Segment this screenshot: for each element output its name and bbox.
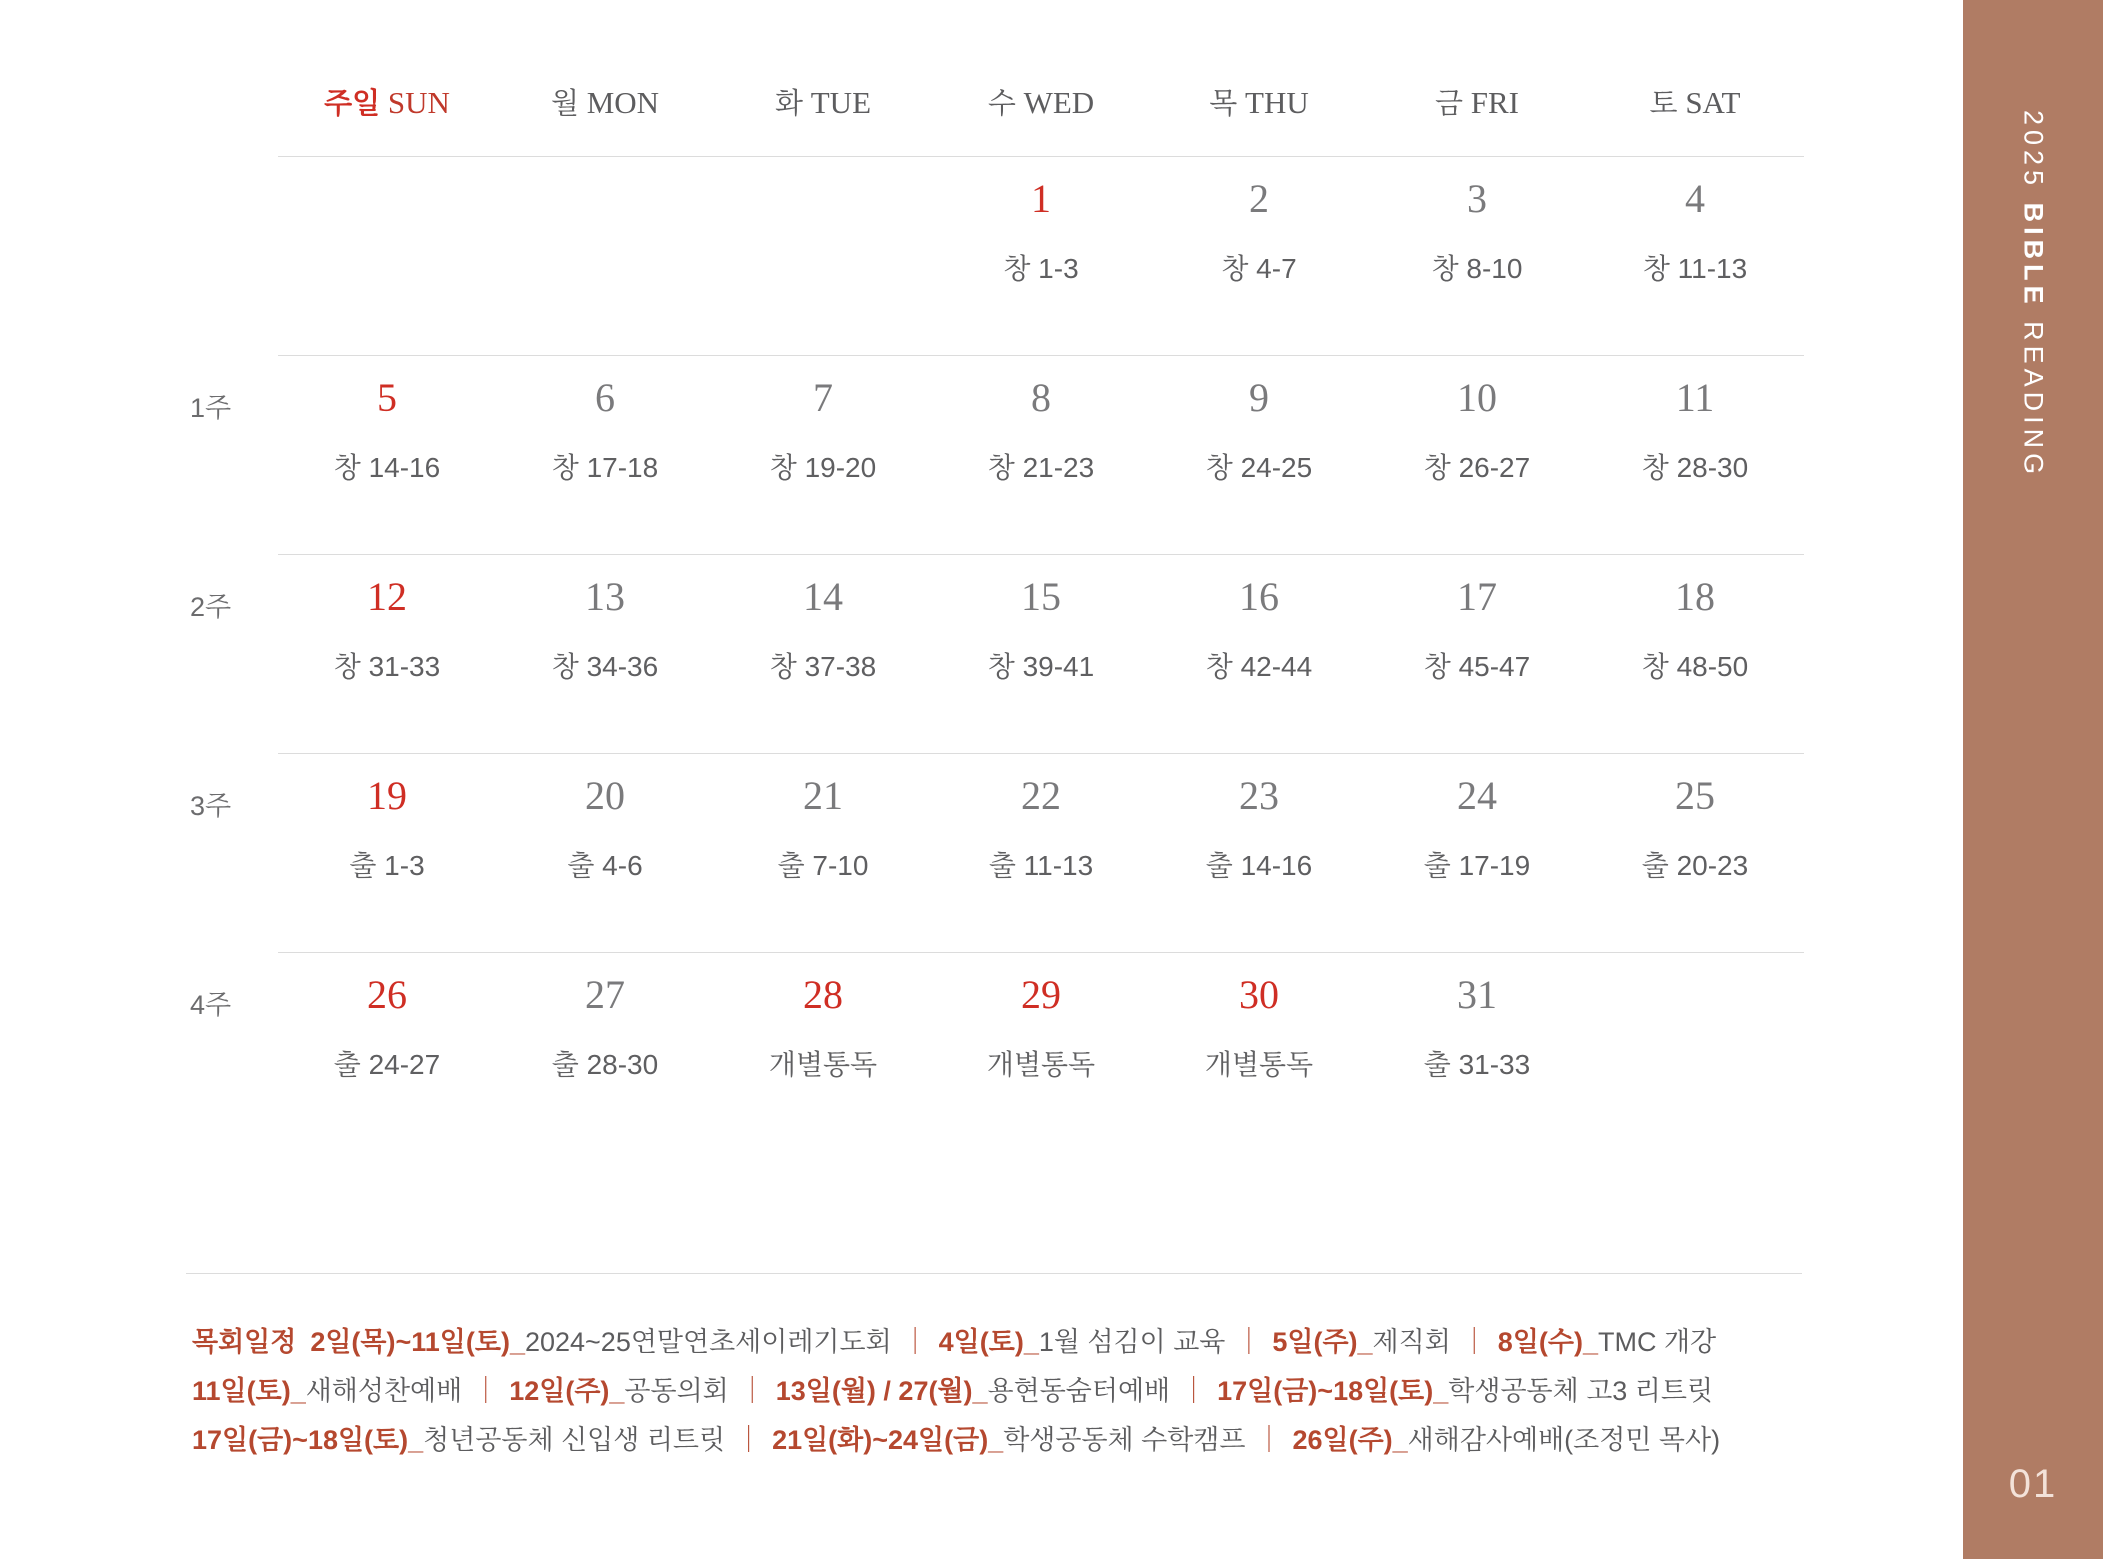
day-number: 5 [377,375,397,420]
day-reading: 창 39-41 [987,651,1095,682]
calendar-day-cell[interactable] [1586,754,1804,953]
calendar-header-kor: 금 [1434,88,1463,120]
week-label: 3주 [190,791,232,821]
day-number: 10 [1457,375,1497,420]
note-date: 17일(금)~18일(토)_ [192,1425,424,1455]
calendar-day-cell[interactable] [932,157,1150,356]
day-number: 14 [803,574,843,619]
day-number: 17 [1457,574,1497,619]
calendar-week-row [186,953,1804,1152]
calendar-day-cell[interactable] [714,555,932,754]
calendar-header-kor: 목 [1209,88,1238,120]
note-date: 11일(토)_ [192,1376,306,1406]
calendar-header-kor: 토 [1649,88,1678,120]
day-reading: 출 17-19 [1423,850,1531,881]
day-reading: 창 8-10 [1431,253,1523,284]
calendar-day-cell[interactable] [1368,555,1586,754]
calendar-day-cell[interactable] [1150,356,1368,555]
day-number: 6 [595,375,615,420]
note-line [192,1367,1832,1416]
week-label-spacer [186,80,278,157]
day-reading: 창 17-18 [551,452,659,483]
note-date: 12일(주)_ [509,1376,625,1406]
calendar-header-kor: 수 [987,88,1016,120]
note-date: 8일(수)_ [1497,1327,1598,1357]
day-reading: 개별통독 [986,1049,1096,1080]
calendar-day-cell[interactable] [932,356,1150,555]
calendar-header-thu: 목 THU [1209,85,1309,120]
day-number: 8 [1031,375,1051,420]
note-separator: ｜ [472,1376,500,1406]
calendar-day-cell[interactable] [496,555,714,754]
sidebar [1963,0,2103,1559]
calendar-day-cell[interactable] [496,953,714,1152]
day-reading: 창 1-3 [1003,253,1079,284]
calendar-day-cell[interactable] [278,555,496,754]
note-text: 학생공동체 고3 리트릿 [1448,1376,1714,1406]
week-label: 4주 [190,990,232,1020]
day-reading: 출 4-6 [567,850,643,881]
calendar-day-cell[interactable] [1150,555,1368,754]
day-number: 25 [1675,773,1715,818]
calendar-day-cell[interactable] [1586,555,1804,754]
day-number: 21 [803,773,843,818]
calendar-week-row [186,555,1804,754]
calendar-day-cell[interactable] [1368,356,1586,555]
calendar-header-sat: 토 SAT [1649,85,1741,120]
day-number: 16 [1239,574,1279,619]
calendar-day-cell[interactable] [1150,754,1368,953]
note-text: 공동의회 [624,1376,729,1406]
day-number: 27 [585,972,625,1017]
note-text: 제직회 [1372,1327,1451,1357]
week-label: 1주 [190,393,232,423]
day-reading: 창 19-20 [769,452,877,483]
calendar-day-cell[interactable] [278,953,496,1152]
calendar-header-fri: 금 FRI [1434,85,1519,120]
day-reading: 출 20-23 [1641,850,1749,881]
calendar-header-kor: 화 [774,88,803,120]
note-separator: ｜ [735,1425,763,1455]
pastoral-schedule-notes [192,1318,1832,1465]
day-reading: 창 11-13 [1642,253,1748,284]
day-reading: 창 31-33 [333,651,441,682]
calendar-day-cell[interactable] [714,953,932,1152]
day-reading: 출 14-16 [1205,850,1313,881]
note-date: 13일(월) / 27(월)_ [775,1376,988,1406]
note-separator: ｜ [1460,1327,1488,1357]
calendar-day-cell[interactable] [1150,953,1368,1152]
calendar-day-cell[interactable] [278,754,496,953]
day-number: 29 [1021,972,1061,1017]
calendar-day-cell[interactable] [932,555,1150,754]
calendar-day-cell[interactable] [714,754,932,953]
page-number: 01 [2008,1462,2058,1506]
day-number: 3 [1467,176,1487,221]
calendar-header-wed: 수 WED [987,85,1095,120]
day-number: 30 [1239,972,1279,1017]
note-line [192,1416,1832,1465]
note-text: 새해감사예배(조정민 목사) [1407,1425,1721,1455]
note-date: 2일(목)~11일(토)_ [310,1327,525,1357]
calendar-day-cell[interactable] [1368,754,1586,953]
note-text: 학생공동체 수학캠프 [1003,1425,1246,1455]
calendar-day-cell[interactable] [278,157,496,356]
calendar-header-kor: 주일 [324,88,381,120]
note-text: 1월 섬김이 교육 [1038,1327,1226,1357]
day-number: 7 [813,375,833,420]
day-reading: 창 4-7 [1221,253,1297,284]
day-number: 4 [1685,176,1705,221]
day-reading: 창 24-25 [1205,452,1313,483]
week-label [186,157,278,356]
sidebar-title-bold: BIBLE [2018,202,2049,309]
calendar-day-cell[interactable] [1586,157,1804,356]
day-number: 2 [1249,176,1269,221]
day-reading: 창 42-44 [1205,651,1313,682]
calendar-day-cell[interactable] [1368,157,1586,356]
note-separator: ｜ [1235,1327,1263,1357]
day-number: 1 [1031,176,1051,221]
note-date: 17일(금)~18일(토)_ [1217,1376,1449,1406]
sidebar-title-year: 2025 [2018,110,2049,191]
day-number: 24 [1457,773,1497,818]
day-reading: 개별통독 [768,1049,878,1080]
note-separator: ｜ [1255,1425,1283,1455]
day-number: 22 [1021,773,1061,818]
note-text: 2024~25연말연초세이레기도회 [524,1327,892,1357]
day-reading: 출 7-10 [777,850,869,881]
calendar-header-row [186,80,1804,157]
day-number: 31 [1457,972,1497,1017]
calendar-table [186,80,1804,1151]
note-separator: ｜ [901,1327,929,1357]
note-date: 5일(주)_ [1272,1327,1373,1357]
day-reading: 창 48-50 [1641,651,1749,682]
note-text: TMC 개강 [1597,1327,1717,1357]
calendar-day-cell[interactable] [496,754,714,953]
day-number: 20 [585,773,625,818]
calendar-header-kor: 월 [550,88,579,120]
day-reading: 창 37-38 [769,651,877,682]
calendar-day-cell[interactable] [932,754,1150,953]
day-number: 28 [803,972,843,1017]
calendar-day-cell[interactable] [496,356,714,555]
calendar-day-cell[interactable] [1586,356,1804,555]
day-number: 19 [367,773,407,818]
calendar-week-row [186,356,1804,555]
note-date: 26일(주)_ [1292,1425,1408,1455]
calendar-day-cell[interactable] [932,953,1150,1152]
calendar-day-cell[interactable] [1150,157,1368,356]
calendar-week-row [186,157,1804,356]
day-number: 13 [585,574,625,619]
notes-label: 목회일정 [192,1327,297,1357]
week-label: 2주 [190,592,232,622]
day-reading: 개별통독 [1204,1049,1314,1080]
note-separator: ｜ [738,1376,766,1406]
calendar-day-cell[interactable] [714,157,932,356]
day-number: 9 [1249,375,1269,420]
day-reading: 창 14-16 [333,452,441,483]
day-reading: 출 1-3 [349,850,425,881]
day-reading: 출 28-30 [551,1049,659,1080]
calendar-header-tue: 화 TUE [774,85,872,120]
day-reading: 창 26-27 [1423,452,1531,483]
day-number: 15 [1021,574,1061,619]
day-number: 12 [367,574,407,619]
calendar-region [186,80,1802,1151]
calendar-header-sun: 주일 SUN [324,85,450,120]
calendar-day-cell[interactable] [496,157,714,356]
calendar-bottom-divider [186,1273,1802,1274]
calendar-header-mon: 월 MON [550,85,660,120]
note-text: 새해성찬예배 [305,1376,463,1406]
calendar-day-cell[interactable] [1368,953,1586,1152]
sidebar-title-rest: READING [2018,321,2049,480]
day-reading: 창 34-36 [551,651,659,682]
note-line [192,1318,1832,1367]
calendar-day-cell[interactable] [1586,953,1804,1152]
note-date: 4일(토)_ [938,1327,1039,1357]
calendar-day-cell[interactable] [714,356,932,555]
day-reading: 출 11-13 [988,850,1094,881]
day-reading: 창 28-30 [1641,452,1749,483]
note-date: 21일(화)~24일(금)_ [772,1425,1004,1455]
day-number: 18 [1675,574,1715,619]
day-number: 26 [367,972,407,1017]
day-number: 23 [1239,773,1279,818]
day-reading: 출 31-33 [1423,1049,1531,1080]
day-reading: 출 24-27 [333,1049,441,1080]
note-text: 청년공동체 신입생 리트릿 [423,1425,726,1455]
day-number: 11 [1675,375,1715,420]
note-separator: ｜ [1180,1376,1208,1406]
sidebar-title [2018,110,2049,479]
calendar-week-row [186,754,1804,953]
note-text: 용현동숨터예배 [987,1376,1171,1406]
calendar-day-cell[interactable] [278,356,496,555]
day-reading: 창 21-23 [987,452,1095,483]
day-reading: 창 45-47 [1423,651,1531,682]
